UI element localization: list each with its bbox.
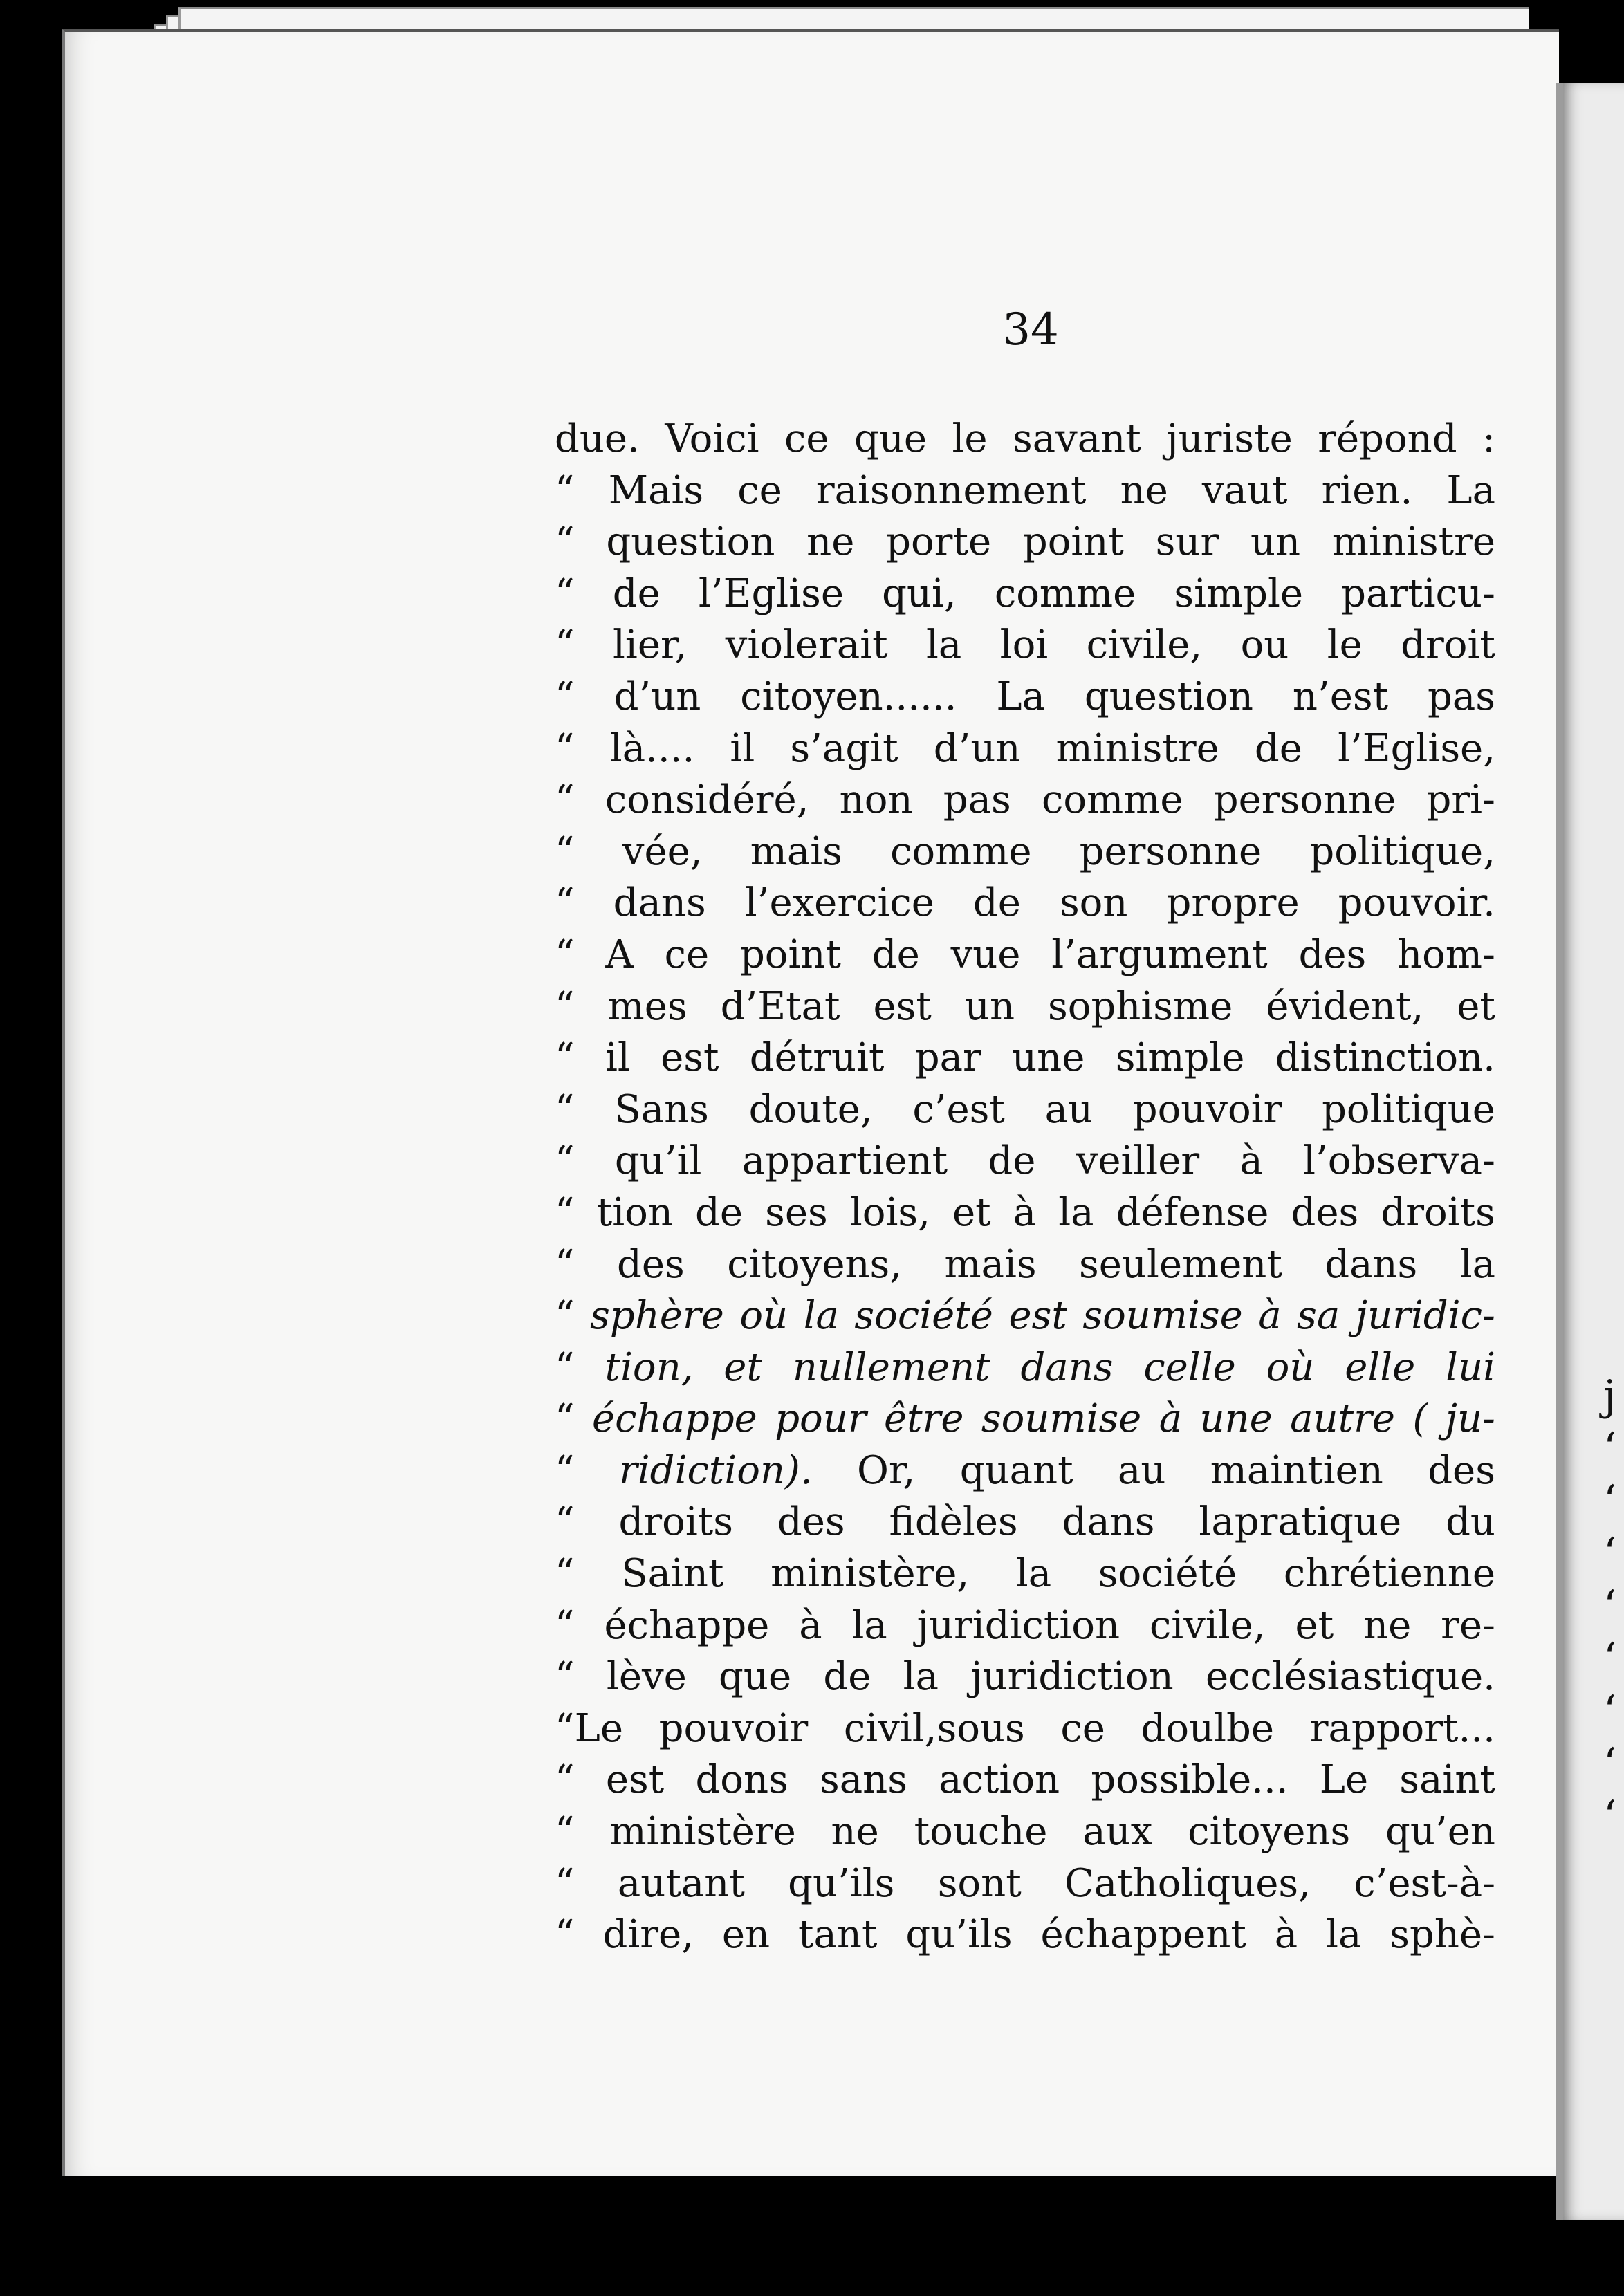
- text-line: “ lève que de la juridiction ecclésiastique.: [555, 1654, 1495, 1700]
- text-line: “Le pouvoir civil,sous ce doulbe rapport...: [555, 1705, 1495, 1751]
- text-line: “ d’un citoyen...... La question n’est pas: [555, 674, 1495, 719]
- text-line: “ là.... il s’agit d’un ministre de l’Eglise,: [555, 725, 1495, 771]
- text-line: “ lier, violerait la loi civile, ou le droit: [555, 622, 1495, 668]
- text-line: “ échappe pour être soumise à une autre ( ju-: [555, 1396, 1495, 1442]
- text-line: “ A ce point de vue l’argument des hom-: [555, 932, 1495, 977]
- text-line: “ mes d’Etat est un sophisme évident, et: [555, 983, 1495, 1029]
- text-line: “ qu’il appartient de veiller à l’observa-: [555, 1138, 1495, 1184]
- text-line: “ vée, mais comme personne politique,: [555, 828, 1495, 874]
- text-line: “ tion, et nullement dans celle où elle lui: [555, 1344, 1495, 1390]
- text-line: “ ministère ne touche aux citoyens qu’en: [555, 1809, 1495, 1855]
- text-line: “ Sans doute, c’est au pouvoir politique: [555, 1086, 1495, 1132]
- body-text: [555, 414, 1495, 1961]
- text-line: “ des citoyens, mais seulement dans la: [555, 1241, 1495, 1287]
- text-line: “ ridiction). Or, quant au maintien des: [555, 1447, 1495, 1493]
- text-line: “ échappe à la juridiction civile, et ne re-: [555, 1602, 1495, 1648]
- text-line: “ considéré, non pas comme personne pri-: [555, 777, 1495, 823]
- text-line: “ Saint ministère, la société chrétienne: [555, 1551, 1495, 1597]
- text-line: “ il est détruit par une simple distinction.: [555, 1035, 1495, 1081]
- text-line: “ autant qu’ils sont Catholiques, c’est-à-: [555, 1860, 1495, 1906]
- text-line: “ de l’Eglise qui, comme simple particu-: [555, 571, 1495, 616]
- text-line: due. Voici ce que le savant juriste répond :: [555, 416, 1495, 461]
- text-line: “ Mais ce raisonnement ne vaut rien. La: [555, 467, 1495, 513]
- text-line: “ est dons sans action possible... Le saint: [555, 1757, 1495, 1803]
- next-page-edge: [1556, 83, 1624, 2220]
- text-line: “ dire, en tant qu’ils échappent à la sphè-: [555, 1912, 1495, 1958]
- text-line: “ tion de ses lois, et à la défense des droits: [555, 1189, 1495, 1235]
- text-line: “ question ne porte point sur un ministre: [555, 519, 1495, 565]
- text-line: “ dans l’exercice de son propre pouvoir.: [555, 880, 1495, 926]
- page-number: 34: [1002, 304, 1059, 355]
- text-line: “ sphère où la société est soumise à sa juridic-: [555, 1293, 1495, 1339]
- next-page-marks: j ‘ ‘ ‘ ‘ ‘ ‘ ‘ ‘: [1603, 1371, 1617, 1840]
- text-line: “ droits des fidèles dans lapratique du: [555, 1499, 1495, 1545]
